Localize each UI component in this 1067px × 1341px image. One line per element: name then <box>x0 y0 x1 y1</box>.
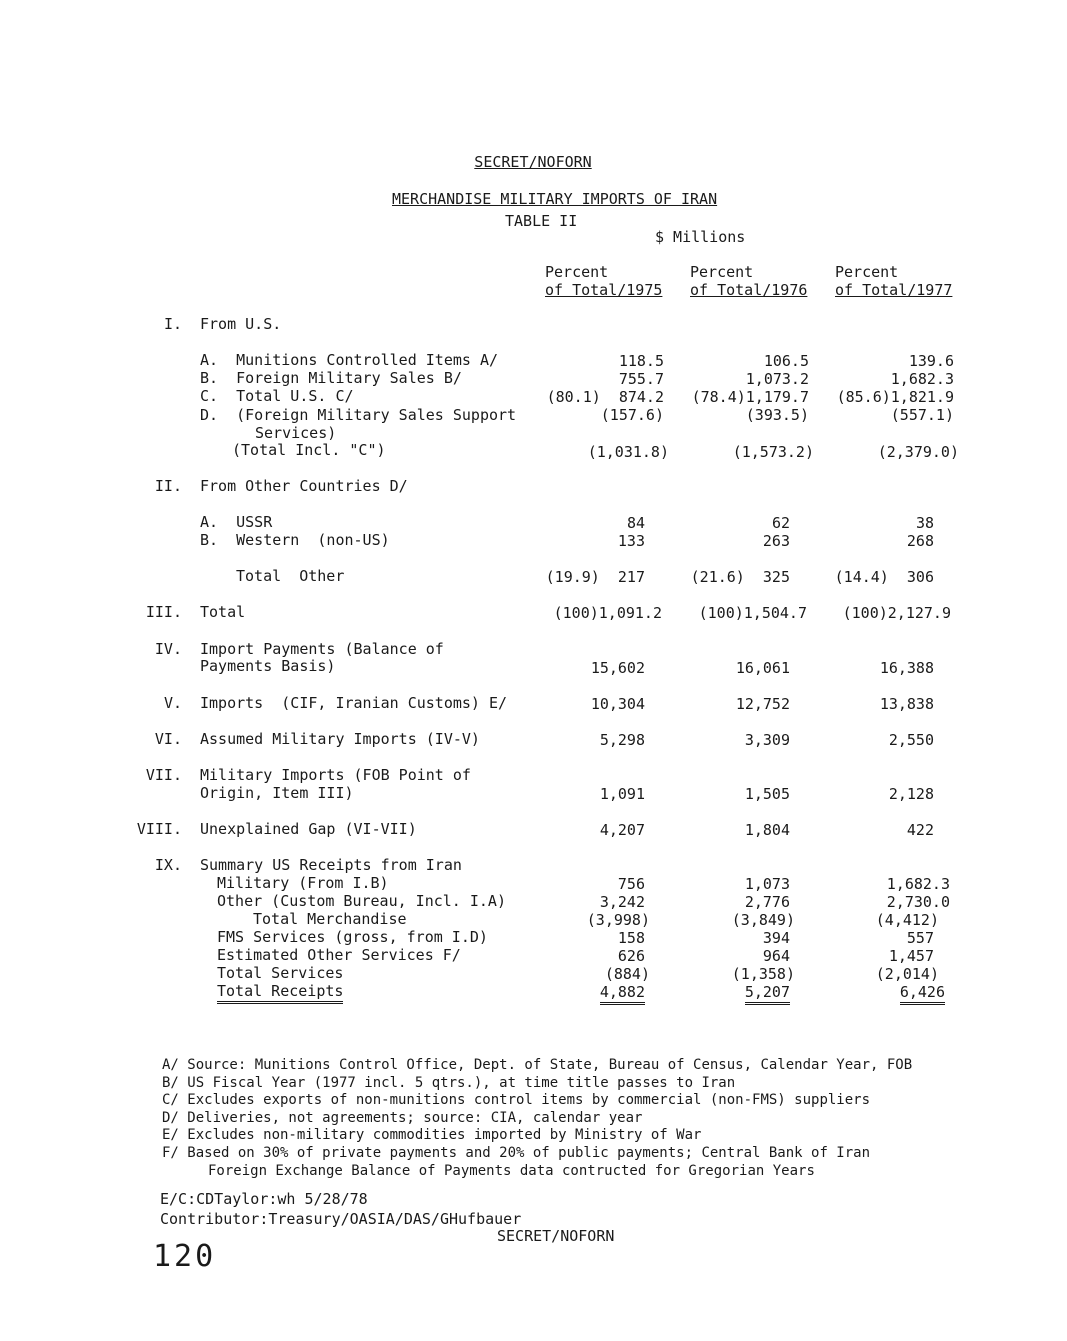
value-1977: (557.1) <box>890 406 954 424</box>
classification-header: SECRET/NOFORN <box>474 153 592 171</box>
value-1977: 6,426 <box>790 983 945 1001</box>
value-1975: 118.5 <box>618 352 664 370</box>
value-1977: 139.6 <box>908 352 954 370</box>
value-1976: 2,776 <box>744 893 790 911</box>
value-1976: 1,804 <box>744 821 790 839</box>
value-1976: 964 <box>762 947 790 965</box>
value-1977: 2,730.0 <box>886 893 950 911</box>
value-1976: 16,061 <box>735 659 790 677</box>
contributor-line: Contributor:Treasury/OASIA/DAS/GHufbauer <box>160 1210 522 1228</box>
row-label: Estimated Other Services F/ <box>217 946 461 964</box>
value-1975: 4,207 <box>599 821 645 839</box>
value-1975: 626 <box>617 947 645 965</box>
value-1976: 1,073 <box>744 875 790 893</box>
value-1976: (21.6) 325 <box>690 568 790 586</box>
value-1977: 13,838 <box>879 695 934 713</box>
section-label: From Other Countries D/ <box>200 477 408 495</box>
value-1976: 394 <box>762 929 790 947</box>
section-label-continued: Origin, Item III) <box>200 784 354 802</box>
value-1975: (80.1) 874.2 <box>546 388 664 406</box>
section-numeral: II. <box>154 477 182 495</box>
row-label: B. Foreign Military Sales B/ <box>200 369 462 387</box>
section-label: Unexplained Gap (VI-VII) <box>200 820 417 838</box>
section-numeral: VII. <box>145 766 182 784</box>
value-1977: (2,379.0) <box>877 443 959 461</box>
section-label: Imports (CIF, Iranian Customs) E/ <box>200 694 508 712</box>
value-1975: 5,298 <box>599 731 645 749</box>
row-label-continued: Services) <box>255 424 337 442</box>
section-numeral: IX. <box>154 856 182 874</box>
value-1977: 16,388 <box>879 659 934 677</box>
value-1975: 755.7 <box>618 370 664 388</box>
value-1977: (85.6)1,821.9 <box>836 388 954 406</box>
value-1976: (1,573.2) <box>732 443 814 461</box>
row-label: D. (Foreign Military Sales Support <box>200 406 517 424</box>
value-1975: (157.6) <box>600 406 664 424</box>
value-1976: (1,358) <box>731 965 795 983</box>
classification-footer: SECRET/NOFORN <box>497 1227 615 1245</box>
footnote-continued: Foreign Exchange Balance of Payments data contructed for Gregorian Years <box>208 1163 815 1179</box>
column-header-1976: Percent of Total/1976 <box>690 263 808 299</box>
units-label: $ Millions <box>655 228 746 246</box>
section-numeral: VI. <box>154 730 182 748</box>
author-line: E/C:CDTaylor:wh 5/28/78 <box>160 1190 368 1208</box>
row-label: Total Other <box>236 567 345 585</box>
section-label: Military Imports (FOB Point of <box>200 766 471 784</box>
value-1977: 422 <box>906 821 934 839</box>
table-title: MERCHANDISE MILITARY IMPORTS OF IRAN <box>392 190 718 208</box>
value-1975: 4,882 <box>500 983 645 1001</box>
section-label: Assumed Military Imports (IV-V) <box>200 730 480 748</box>
value-1976: 106.5 <box>763 352 809 370</box>
value-1976: (3,849) <box>731 911 795 929</box>
footnote: F/ Based on 30% of private payments and 20% of public payments; Central Bank of Iran <box>162 1145 871 1161</box>
value-1976: (100)1,504.7 <box>698 604 807 622</box>
section-label: From U.S. <box>200 315 282 333</box>
value-1975: (3,998) <box>586 911 650 929</box>
value-1976: (78.4)1,179.7 <box>691 388 809 406</box>
value-1977: 2,550 <box>888 731 934 749</box>
row-label: Total Merchandise <box>253 910 407 928</box>
value-1977: (4,412) <box>875 911 939 929</box>
section-label: Import Payments (Balance of <box>200 640 444 658</box>
value-1977: (100)2,127.9 <box>842 604 951 622</box>
footnote: C/ Excludes exports of non-munitions control items by commercial (non-FMS) suppliers <box>162 1092 871 1108</box>
section-label-continued: Payments Basis) <box>200 657 336 675</box>
value-1977: 557 <box>906 929 934 947</box>
value-1977: 1,457 <box>888 947 934 965</box>
value-1975: (100)1,091.2 <box>553 604 662 622</box>
footnote: A/ Source: Munitions Control Office, Dept. of State, Bureau of Census, Calendar Year, FOB <box>162 1057 913 1073</box>
footnote: E/ Excludes non-military commodities imported by Ministry of War <box>162 1127 702 1143</box>
section-numeral: V. <box>163 694 182 712</box>
value-1975: 3,242 <box>599 893 645 911</box>
row-label: A. Munitions Controlled Items A/ <box>200 351 499 369</box>
value-1975: 15,602 <box>590 659 645 677</box>
section-numeral: VIII. <box>136 820 182 838</box>
value-1976: 1,073.2 <box>745 370 809 388</box>
column-header-1977: Percent of Total/1977 <box>835 263 953 299</box>
section-numeral: IV. <box>154 640 182 658</box>
row-label: Total Services <box>217 964 344 982</box>
row-label: A. USSR <box>200 513 273 531</box>
value-1976: (393.5) <box>745 406 809 424</box>
section-numeral: III. <box>145 603 182 621</box>
row-label: C. Total U.S. C/ <box>200 387 354 405</box>
row-label: Other (Custom Bureau, Incl. I.A) <box>217 892 506 910</box>
value-1975: 756 <box>617 875 645 893</box>
value-1976: 263 <box>762 532 790 550</box>
value-1977: (2,014) <box>875 965 939 983</box>
value-1975: 1,091 <box>599 785 645 803</box>
section-label: Total <box>200 603 246 621</box>
row-label: Total Receipts <box>217 982 343 1000</box>
page-number: 120 <box>153 1239 217 1274</box>
value-1975: (884) <box>604 965 650 983</box>
value-1977: 268 <box>906 532 934 550</box>
value-1977: 38 <box>915 514 934 532</box>
value-1977: (14.4) 306 <box>834 568 934 586</box>
row-label: (Total Incl. "C") <box>232 441 386 459</box>
value-1977: 2,128 <box>888 785 934 803</box>
row-label: Military (From I.B) <box>217 874 389 892</box>
value-1976: 1,505 <box>744 785 790 803</box>
footnote: D/ Deliveries, not agreements; source: CIA, calendar year <box>162 1110 643 1126</box>
value-1977: 1,682.3 <box>886 875 950 893</box>
value-1976: 5,207 <box>645 983 790 1001</box>
value-1976: 62 <box>771 514 790 532</box>
section-label: Summary US Receipts from Iran <box>200 856 462 874</box>
footnote: B/ US Fiscal Year (1977 incl. 5 qtrs.), at time title passes to Iran <box>162 1075 736 1091</box>
row-label: FMS Services (gross, from I.D) <box>217 928 488 946</box>
value-1976: 3,309 <box>744 731 790 749</box>
value-1976: 12,752 <box>735 695 790 713</box>
value-1975: 10,304 <box>590 695 645 713</box>
column-header-1975: Percent of Total/1975 <box>545 263 663 299</box>
table-label: TABLE II <box>505 212 578 230</box>
row-label: B. Western (non-US) <box>200 531 390 549</box>
value-1975: 133 <box>617 532 645 550</box>
section-numeral: I. <box>163 315 182 333</box>
value-1975: (19.9) 217 <box>545 568 645 586</box>
value-1975: 158 <box>617 929 645 947</box>
value-1975: (1,031.8) <box>587 443 669 461</box>
value-1977: 1,682.3 <box>890 370 954 388</box>
value-1975: 84 <box>626 514 645 532</box>
